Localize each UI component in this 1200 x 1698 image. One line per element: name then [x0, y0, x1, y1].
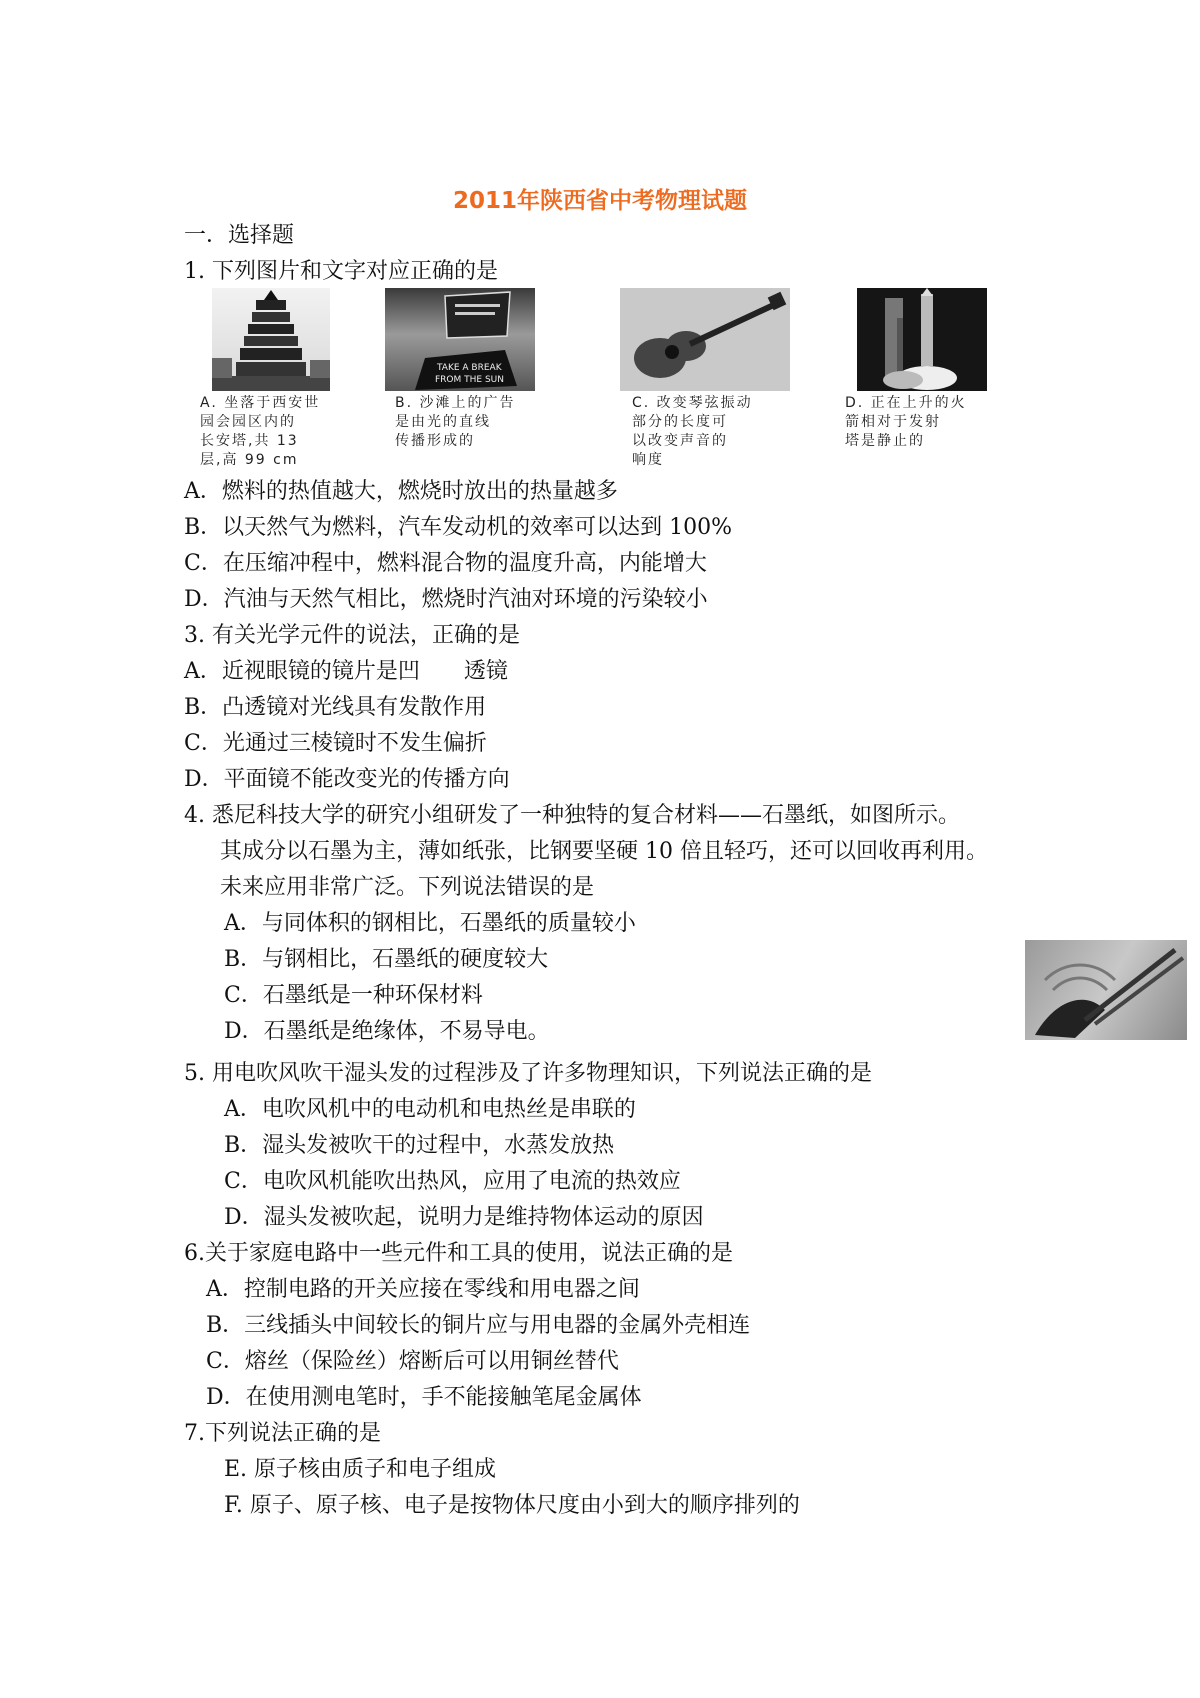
figure-d-caption: D. 正在上升的火 箭相对于发射 塔是静止的 [845, 395, 967, 449]
q7-stem: 7.下列说法正确的是 [184, 1421, 381, 1446]
q6-option-d: D．在使用测电笔时，手不能接触笔尾金属体 [206, 1385, 642, 1410]
billboard-text-1: TAKE A BREAK [437, 363, 502, 373]
page-title: 2011年陕西省中考物理试题 [452, 188, 747, 214]
q3-option-c: C．光通过三棱镜时不发生偏折 [184, 731, 487, 756]
rocket-launch-photo [857, 288, 987, 391]
q7-option-f: F. 原子、原子核、电子是按物体尺度由小到大的顺序排列的 [224, 1493, 800, 1518]
q2-option-b: B．以天然气为燃料，汽车发动机的效率可以达到 100% [184, 515, 733, 540]
q3-option-d: D．平面镜不能改变光的传播方向 [184, 767, 510, 792]
q3-option-b: B．凸透镜对光线具有发散作用 [184, 695, 487, 720]
q4-option-b: B．与钢相比，石墨纸的硬度较大 [224, 947, 549, 972]
q4-stem-line-2: 其成分以石墨为主，薄如纸张，比钢要坚硬 10 倍且轻巧，还可以回收再利用。 [220, 839, 988, 864]
figure-b [385, 288, 545, 448]
q7-option-e: E. 原子核由质子和电子组成 [224, 1457, 497, 1482]
q2-option-d: D．汽油与天然气相比，燃烧时汽油对环境的污染较小 [184, 587, 708, 612]
q5-option-c: C．电吹风机能吹出热风，应用了电流的热效应 [224, 1169, 681, 1194]
section-heading: 一．选择题 [184, 223, 295, 248]
q5-option-d: D．湿头发被吹起，说明力是维持物体运动的原因 [224, 1205, 704, 1230]
pagoda-photo [212, 288, 330, 391]
q2-option-c: C．在压缩冲程中，燃料混合物的温度升高，内能增大 [184, 551, 707, 576]
figure-a-caption: A. 坐落于西安世 园会园区内的 长安塔,共 13 层,高 99 cm [200, 395, 321, 468]
q2-option-a: A．燃料的热值越大，燃烧时放出的热量越多 [184, 479, 618, 504]
figure-c-caption: C. 改变琴弦振动 部分的长度可 以改变声音的 响度 [632, 395, 753, 468]
q3-option-a: A．近视眼镜的镜片是凹 透镜 [184, 659, 508, 684]
q4-stem-line-1: 4. 悉尼科技大学的研究小组研发了一种独特的复合材料——石墨纸，如图所示。 [184, 803, 960, 828]
q6-option-b: B．三线插头中间较长的铜片应与用电器的金属外壳相连 [206, 1313, 751, 1338]
figure-b-caption: B. 沙滩上的广告 是由光的直线 传播形成的 [395, 395, 516, 449]
q4-option-a: A．与同体积的钢相比，石墨纸的质量较小 [224, 911, 636, 936]
q5-option-b: B．湿头发被吹干的过程中，水蒸发放热 [224, 1133, 615, 1158]
guitar-photo [620, 288, 790, 391]
q4-stem-line-3: 未来应用非常广泛。下列说法错误的是 [220, 875, 595, 900]
q5-option-a: A．电吹风机中的电动机和电热丝是串联的 [224, 1097, 636, 1122]
figure-c [620, 288, 795, 468]
q5-stem: 5. 用电吹风吹干湿头发的过程涉及了许多物理知识，下列说法正确的是 [184, 1061, 872, 1086]
beach-billboard-photo [385, 288, 535, 391]
q6-stem: 6.关于家庭电路中一些元件和工具的使用，说法正确的是 [184, 1241, 733, 1266]
q6-option-c: C．熔丝（保险丝）熔断后可以用铜丝替代 [206, 1349, 619, 1374]
figure-d [845, 288, 1020, 448]
billboard-text-2: FROM THE SUN [435, 375, 504, 385]
q6-option-a: A．控制电路的开关应接在零线和用电器之间 [206, 1277, 640, 1302]
q4-option-c: C．石墨纸是一种环保材料 [224, 983, 483, 1008]
q3-stem: 3. 有关光学元件的说法，正确的是 [184, 623, 520, 648]
graphite-paper-photo [1025, 940, 1187, 1040]
figure-a [200, 288, 350, 468]
q4-option-d: D．石墨纸是绝缘体，不易导电。 [224, 1019, 550, 1044]
q1-stem: 1. 下列图片和文字对应正确的是 [184, 259, 498, 284]
